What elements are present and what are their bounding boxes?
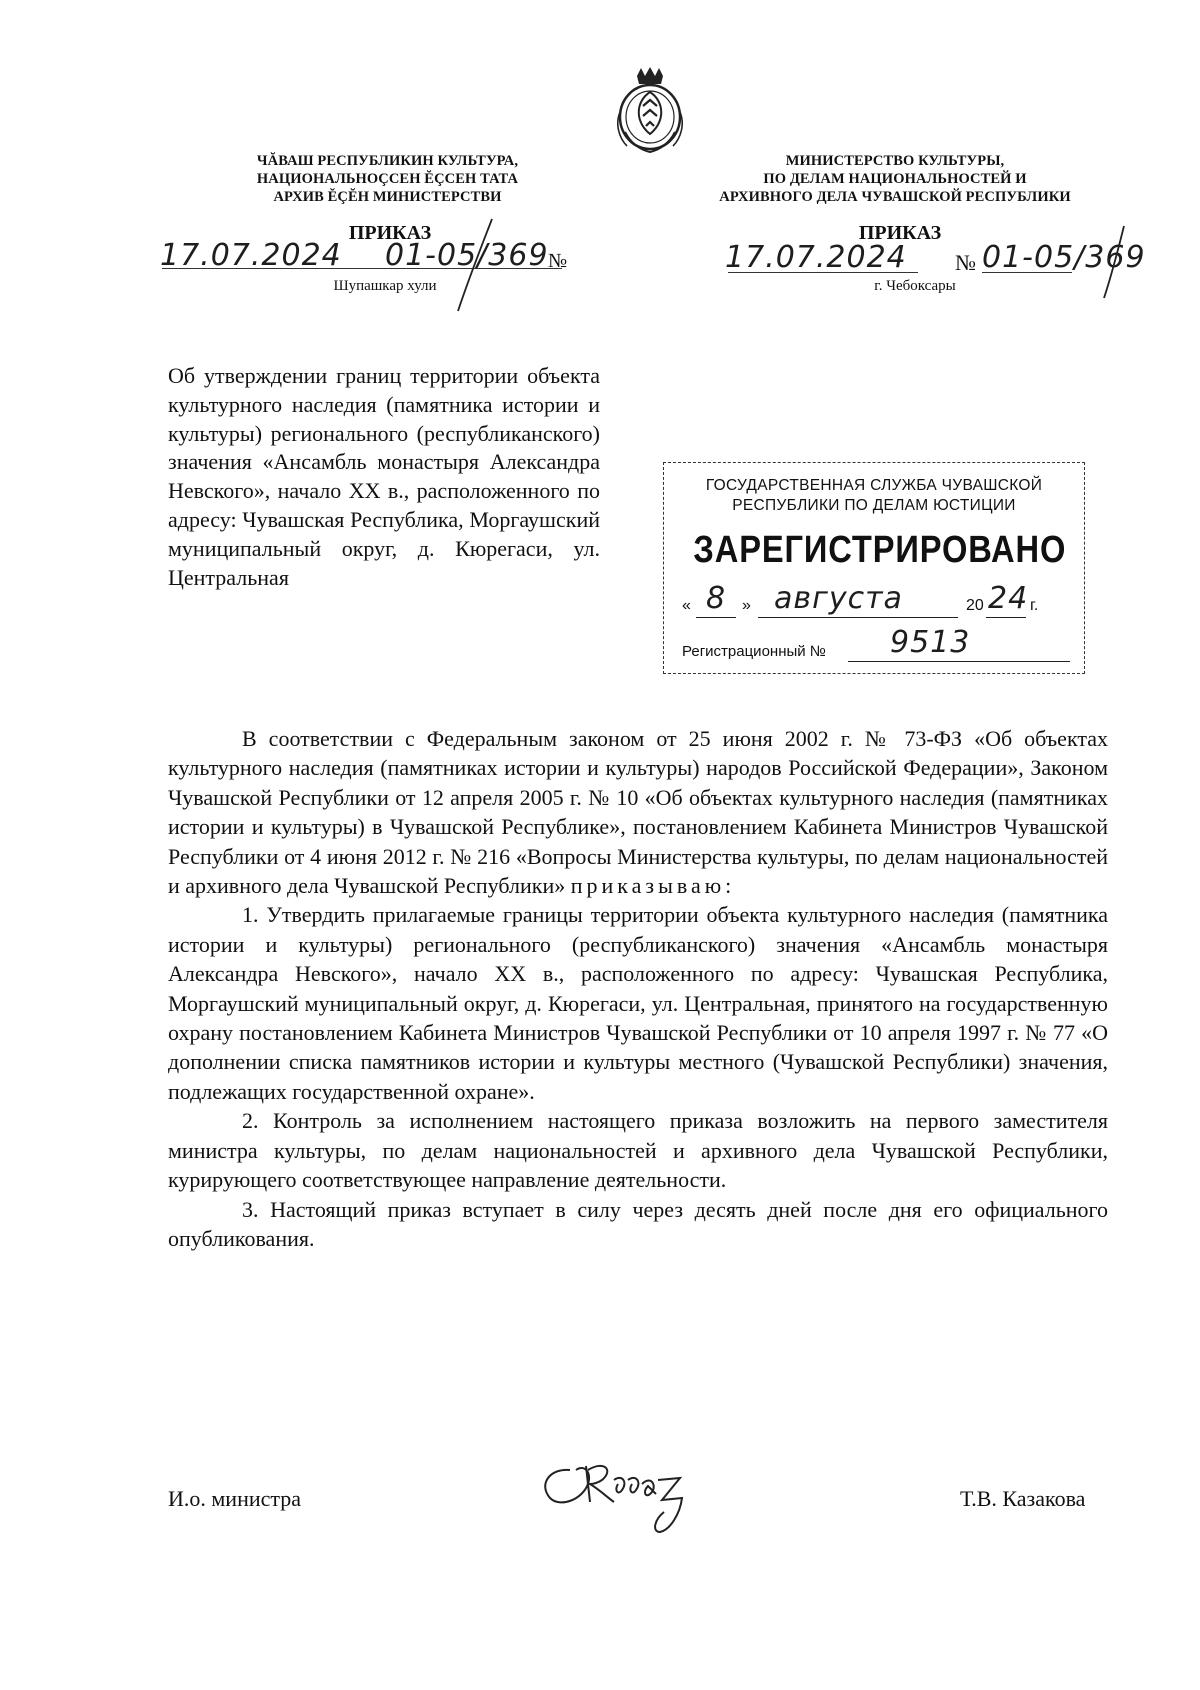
order-city-left: Шупашкар хули [333, 278, 437, 294]
order-number-left: 01-05/369 [385, 238, 549, 273]
stamp-quote-close: » [742, 597, 751, 614]
stamp-line1: ГОСУДАРСТВЕННАЯ СЛУЖБА ЧУВАШСКОЙ [705, 477, 1043, 494]
body-paragraph-1: 1. Утвердить прилагаемые границы территории объекта культурного наследия (памятника истории и культуры) регионального (республиканского) значения «Ансамбль монастыря Александра Невского», начало XX в., расположенного по адресу: Чувашская Республика, Моргаушский муниципальный округ, д. Кюрегаси, ул. Центральная, принятого на государственную охрану постановлением Кабинета Министров Чувашской Республики от 10 апреля 1997 г. № 77 «О дополнении списка памятников истории и культуры местного (Чувашской Республики) значения, подлежащих государственной охране». [168, 902, 1108, 1104]
header-right-line: МИНИСТЕРСТВО КУЛЬТУРЫ, [785, 153, 1005, 169]
stamp-reg-line [848, 661, 1070, 662]
body-preamble-text: В соответствии с Федеральным законом от 25 июня 2002 г. № 73-ФЗ «Об объектах культурного наследия (памятниках истории и культуры) народов Российской Федерации», Законом Чувашской Республики от 12 апреля 2005 г. № 10 «Об объектах культурного наследия (памятниках истории и культуры) в Чувашской Республике», постановлением Кабинета Министров Чувашской Республики от 4 июня 2012 г. № 216 «Вопросы Министерства культуры, по делам национальностей и архивного дела Чувашской Республики» [168, 726, 1108, 899]
stamp-reg-row [682, 625, 1072, 667]
body-paragraph-preamble [168, 724, 1108, 900]
stamp-year-unit: г. [1030, 597, 1039, 614]
stamp-registered: ЗАРЕГИСТРИРОВАНО [693, 529, 1067, 571]
order-date-left: 17.07.2024 [160, 238, 342, 273]
body-order-word: приказываю: [570, 873, 736, 899]
order-body [168, 724, 1108, 1253]
order-date-underline-right [728, 272, 918, 273]
handwritten-slash-left [430, 215, 500, 315]
order-number-sign-right: № [955, 250, 976, 275]
emblem-icon [605, 62, 695, 162]
stamp-date-row [682, 583, 1072, 623]
header-left-line: ЧĂВАШ РЕСПУБЛИКИН КУЛЬТУРА, [256, 153, 519, 169]
order-city-right: г. Чебоксары [874, 278, 956, 294]
stamp-day-line [696, 617, 736, 618]
signatory-name: Т.В. Казакова [960, 1486, 1086, 1511]
header-right-org [685, 152, 1105, 206]
body-paragraph-2: 2. Контроль за исполнением настоящего приказа возложить на первого заместителя министра культуры, по делам национальностей и архивного дела Чувашской Республики, курирующего соответствующее направление деятельности. [168, 1108, 1108, 1193]
order-title-left: ПРИКАЗ [348, 222, 432, 244]
order-subject: Об утверждении границ территории объекта культурного наследия (памятника истории и культуры) регионального (республиканского) значения «Ансамбль монастыря Александра Невского», начало XX в., расположенного по адресу: Чувашская Республика, Моргаушский муниципальный округ, д. Кюрегаси, ул. Центральная [168, 363, 600, 590]
header-right-line: АРХИВНОГО ДЕЛА ЧУВАШСКОЙ РЕСПУБЛИКИ [719, 189, 1071, 205]
order-number-sign-left: № [548, 250, 568, 272]
order-title-right: ПРИКАЗ [858, 222, 942, 244]
handwritten-slash-right [1098, 222, 1128, 302]
order-number-right: 01-05/369 [982, 240, 1146, 275]
order-number-underline-right [982, 272, 1072, 273]
stamp-month-line [758, 617, 958, 618]
stamp-reg-label: Регистрационный № [682, 643, 826, 660]
signatory-position: И.о. министра [168, 1486, 302, 1511]
stamp-reg-number: 9513 [890, 625, 971, 660]
stamp-line2: РЕСПУБЛИКИ ПО ДЕЛАМ ЮСТИЦИИ [732, 497, 1016, 514]
order-underline-left [162, 268, 562, 269]
order-date-right: 17.07.2024 [725, 240, 907, 275]
stamp-quote-open: « [682, 597, 691, 614]
stamp-month: августа [774, 581, 903, 616]
registration-stamp [663, 462, 1085, 674]
stamp-year-prefix: 20 [966, 597, 984, 614]
header-left-line: НАЦИОНАЛЬНОÇСЕН ĔÇСЕН ТАТА [256, 171, 519, 187]
handwritten-signature [530, 1440, 730, 1540]
header-left-org [220, 152, 555, 206]
stamp-year-line [986, 617, 1026, 618]
stamp-day: 8 [706, 581, 727, 616]
header-right-line: ПО ДЕЛАМ НАЦИОНАЛЬНОСТЕЙ И [763, 171, 1027, 187]
stamp-year-suffix: 24 [988, 581, 1029, 616]
header-left-line: АРХИВ ĔÇĔН МИНИСТЕРСТВИ [273, 189, 502, 205]
body-paragraph-3: 3. Настоящий приказ вступает в силу через десять дней после дня его официального опубликования. [168, 1196, 1108, 1251]
